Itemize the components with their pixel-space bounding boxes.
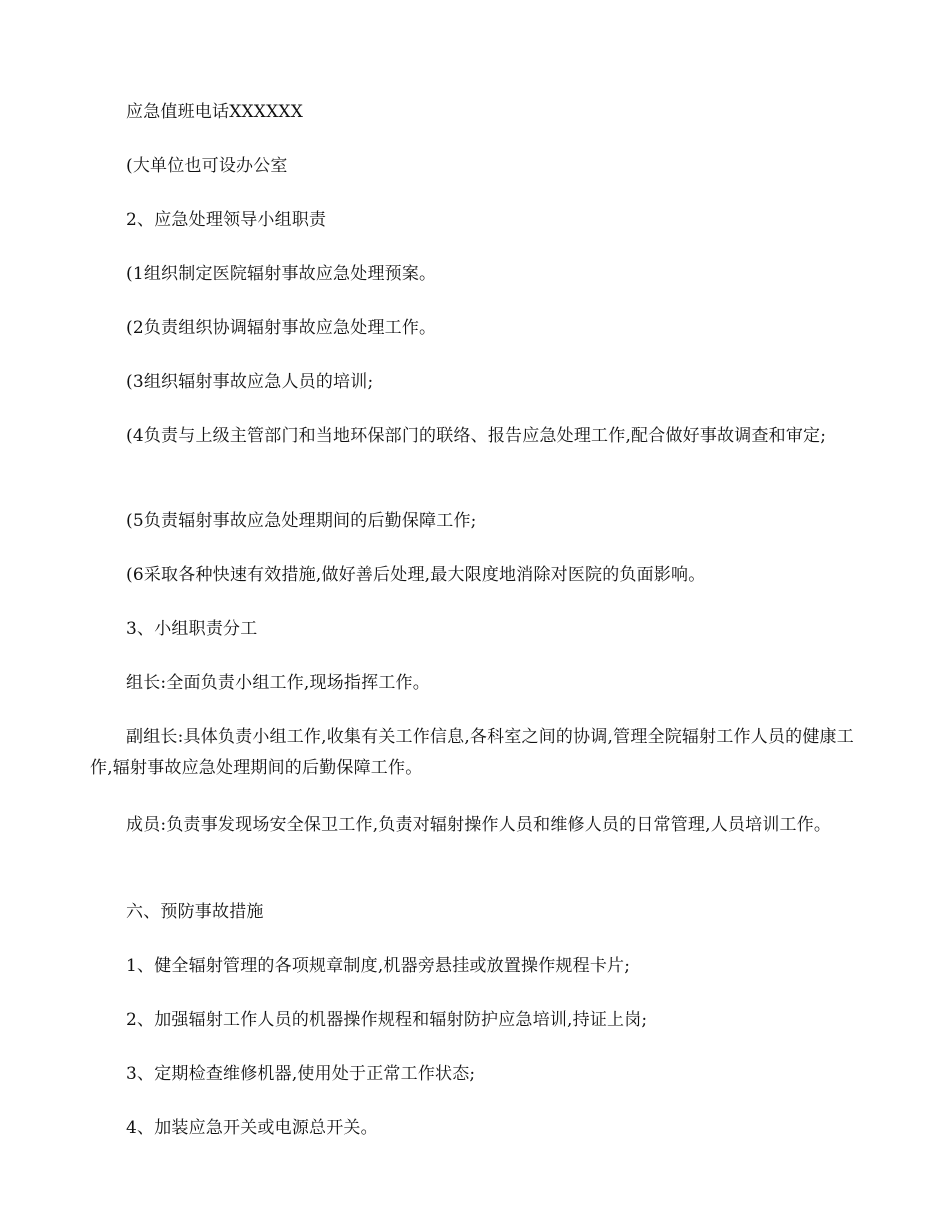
paragraph-emergency-phone: 应急值班电话XXXXXX xyxy=(126,102,304,122)
paragraph-duty-5: (5负责辐射事故应急处理期间的后勤保障工作; xyxy=(126,511,477,531)
paragraph-duty-4: (4负责与上级主管部门和当地环保部门的联络、报告应急处理工作,配合做好事故调查和审定; xyxy=(126,426,827,446)
paragraph-duty-2: (2负责组织协调辐射事故应急处理工作。 xyxy=(126,318,437,338)
paragraph-deputy-leader: 副组长:具体负责小组工作,收集有关工作信息,各科室之间的协调,管理全院辐射工作人员的健康工作,辐射事故应急处理期间的后勤保障工作。 xyxy=(90,727,854,778)
heading-prevention-measures: 六、预防事故措施 xyxy=(126,902,264,922)
paragraph-members: 成员:负责事发现场安全保卫工作,负责对辐射操作人员和维修人员的日常管理,人员培训工作。 xyxy=(126,815,832,835)
paragraph-duty-3: (3组织辐射事故应急人员的培训; xyxy=(126,372,374,392)
paragraph-duty-6: (6采取各种快速有效措施,做好善后处理,最大限度地消除对医院的负面影响。 xyxy=(126,565,706,585)
paragraph-office-note: (大单位也可设办公室 xyxy=(126,156,288,176)
paragraph-measure-3: 3、定期检查维修机器,使用处于正常工作状态; xyxy=(126,1064,476,1084)
heading-role-division: 3、小组职责分工 xyxy=(126,619,258,639)
paragraph-duty-1: (1组织制定医院辐射事故应急处理预案。 xyxy=(126,264,437,284)
paragraph-measure-4: 4、加装应急开关或电源总开关。 xyxy=(126,1118,378,1138)
paragraph-team-leader: 组长:全面负责小组工作,现场指挥工作。 xyxy=(126,673,430,693)
heading-leadership-duties: 2、应急处理领导小组职责 xyxy=(126,210,327,230)
paragraph-measure-1: 1、健全辐射管理的各项规章制度,机器旁悬挂或放置操作规程卡片; xyxy=(126,956,631,976)
paragraph-measure-2: 2、加强辐射工作人员的机器操作规程和辐射防护应急培训,持证上岗; xyxy=(126,1010,648,1030)
